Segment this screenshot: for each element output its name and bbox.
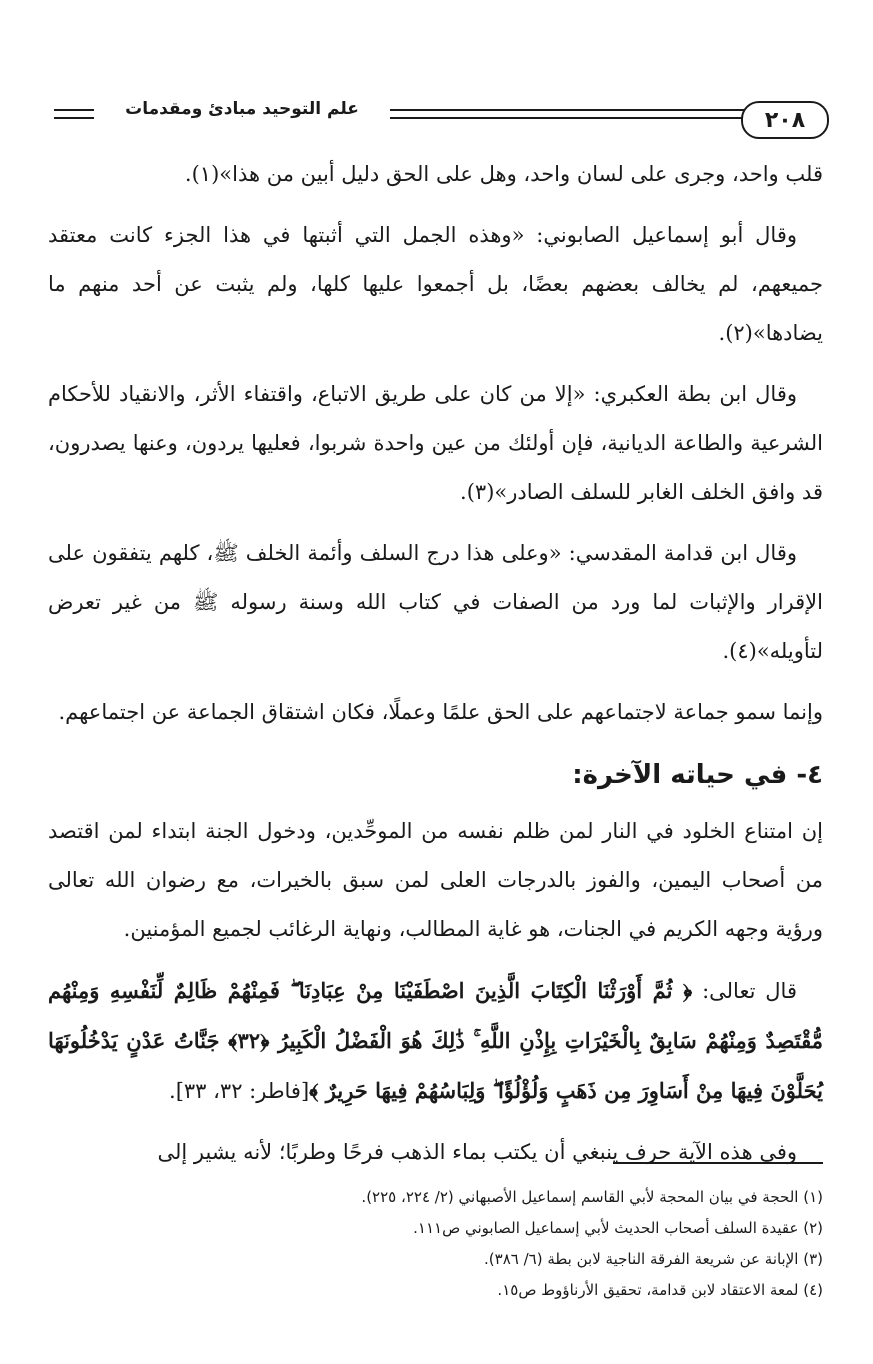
footnote-separator xyxy=(613,1162,823,1164)
running-title: علم التوحيد مبادئ ومقدمات xyxy=(125,99,359,119)
paragraph-6: إن امتناع الخلود في النار لمن ظلم نفسه من الموحِّدين، ودخول الجنة ابتداء لمن اقتصد من أصحاب اليمين، والفوز بالدرجات العلى لمن سبق بالخيرات، مع رضوان الله تعالى ورؤية وجهه الكريم في الجنات، هو غاية المطالب، ونهاية الرغائب لجميع المؤمنين. xyxy=(48,819,823,941)
paragraph-3: وقال ابن بطة العكبري: «إلا من كان على طريق الاتباع، واقتفاء الأثر، والانقياد للأحكام الشرعية والطاعة الديانية، فإن أولئك من عين واحدة شربوا، فعليها يردون، وعنها يصدرون، قد وافق الخلف الغابر للسلف الصادر»(٣). xyxy=(48,382,823,504)
footnote-3: (٣) الإبانة عن شريعة الفرقة الناجية لابن بطة (٦/ ٣٨٦). xyxy=(484,1250,823,1268)
paragraph-5: وإنما سمو جماعة لاجتماعهم على الحق علمًا وعملًا، فكان اشتقاق الجماعة عن اجتماعهم. xyxy=(58,700,823,724)
paragraph-4: وقال ابن قدامة المقدسي: «وعلى هذا درج السلف وأئمة الخلف ﷺ، كلهم يتفقون على الإقرار والإثبات لما ورد من الصفات في كتاب الله وسنة رسوله ﷺ من غير تعرض لتأويله»(٤). xyxy=(48,541,823,663)
section-heading: ٤- في حياته الآخرة: xyxy=(572,760,823,790)
page-number: ٢٠٨ xyxy=(741,101,829,139)
header-double-rule-left xyxy=(54,109,94,119)
footnote-1: (١) الحجة في بيان المحجة لأبي القاسم إسماعيل الأصبهاني (٢/ ٢٢٤، ٢٢٥). xyxy=(361,1188,823,1206)
running-header xyxy=(40,95,835,145)
paragraph-8: وفي هذه الآية حرف ينبغي أن يكتب بماء الذهب فرحًا وطربًا؛ لأنه يشير إلى xyxy=(157,1140,797,1164)
paragraph-2: وقال أبو إسماعيل الصابوني: «وهذه الجمل التي أثبتها في هذا الجزء كانت معتقد جميعهم، لم يخالف بعضهم بعضًا، بل أجمعوا عليها كلها، ولم يثبت عن أحد منهم ما يضادها»(٢). xyxy=(48,223,823,345)
footnote-4: (٤) لمعة الاعتقاد لابن قدامة، تحقيق الأرناؤوط ص١٥. xyxy=(497,1281,823,1299)
quran-verse: ﴿ ثُمَّ أَوْرَثْنَا الْكِتَابَ الَّذِينَ اصْطَفَيْنَا مِنْ عِبَادِنَا ۖ فَمِنْهُمْ ظَالِمٌ لِّنَفْسِهِ وَمِنْهُم مُّقْتَصِدٌ وَمِنْهُمْ سَابِقٌ بِالْخَيْرَاتِ بِإِذْنِ اللَّهِ ۚ ذَٰلِكَ هُوَ الْفَضْلُ الْكَبِيرُ ﴿٣٢﴾ جَنَّاتُ عَدْنٍ يَدْخُلُونَهَا يُحَلَّوْنَ فِيهَا مِنْ أَسَاوِرَ مِن ذَهَبٍ وَلُؤْلُؤًا ۖ وَلِبَاسُهُمْ فِيهَا حَرِيرٌ ﴾ xyxy=(48,978,823,1103)
quote-intro: قال تعالى: xyxy=(692,979,797,1003)
header-double-rule-right xyxy=(390,109,750,119)
footnote-2: (٢) عقيدة السلف أصحاب الحديث لأبي إسماعيل الصابوني ص١١١. xyxy=(413,1219,823,1237)
verse-reference: [فاطر: ٣٢، ٣٣]. xyxy=(169,1079,310,1103)
quran-quote-paragraph xyxy=(48,966,823,1116)
main-text xyxy=(48,150,823,1189)
paragraph-1: قلب واحد، وجرى على لسان واحد، وهل على الحق دليل أبين من هذا»(١). xyxy=(184,162,823,186)
footnotes xyxy=(48,1182,823,1306)
